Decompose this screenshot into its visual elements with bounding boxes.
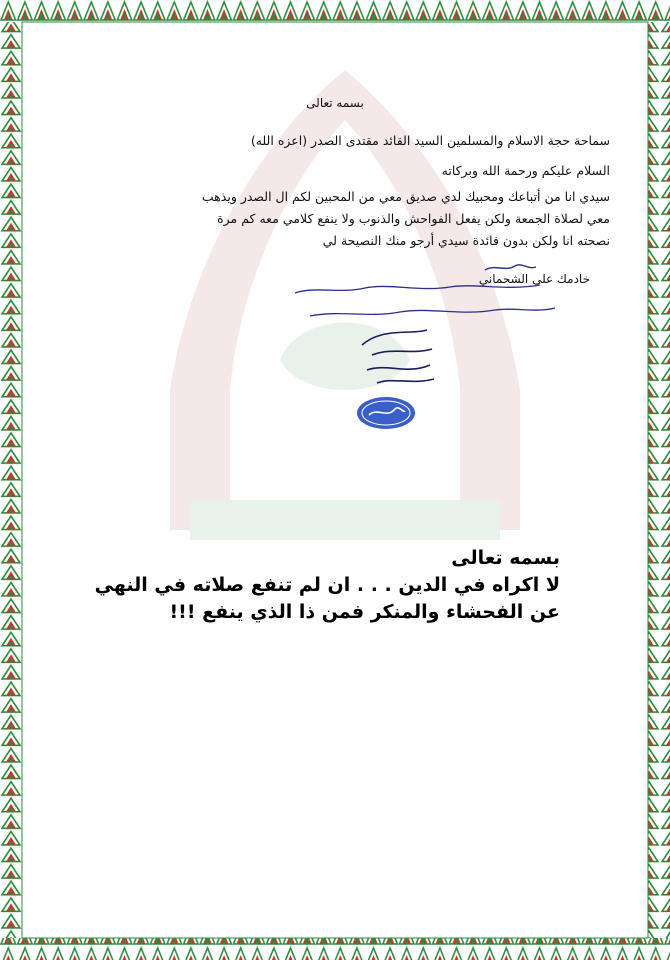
handwritten-signature bbox=[352, 325, 442, 390]
typed-reply-line: عن الفحشاء والمنكر فمن ذا الذي ينفع !!! bbox=[169, 601, 560, 623]
letter-basmala: بسمه تعالى bbox=[306, 96, 364, 110]
handwritten-reply bbox=[270, 258, 570, 328]
letter-signoff: خادمك علي الشحماني bbox=[478, 272, 590, 286]
letter-address: سماحة حجة الاسلام والمسلمين السيد القائد مقتدى الصدر (اعزه الله) bbox=[250, 133, 610, 148]
typed-reply-line: لا اكراه في الدين . . . ان لم تنفع صلاته في النهي bbox=[94, 574, 560, 596]
letter-body-line: نصحته انا ولكن بدون فائدة سيدي أرجو منك النصيحة لي bbox=[322, 233, 610, 248]
letter-body-line: سيدي انا من أتباعك ومحبيك لدي صديق معي من المحبين لكم ال الصدر ويذهب bbox=[201, 189, 610, 204]
letter-body bbox=[60, 186, 610, 252]
letter-body-line: معي لصلاة الجمعة ولكن يفعل الفواحش والذنوب ولا ينفع كلامي معه كم مرة bbox=[217, 211, 610, 226]
letter-greeting: السلام عليكم ورحمة الله وبركاته bbox=[441, 163, 610, 178]
typed-reply-line: بسمه تعالى bbox=[451, 547, 560, 569]
office-seal bbox=[355, 395, 417, 431]
